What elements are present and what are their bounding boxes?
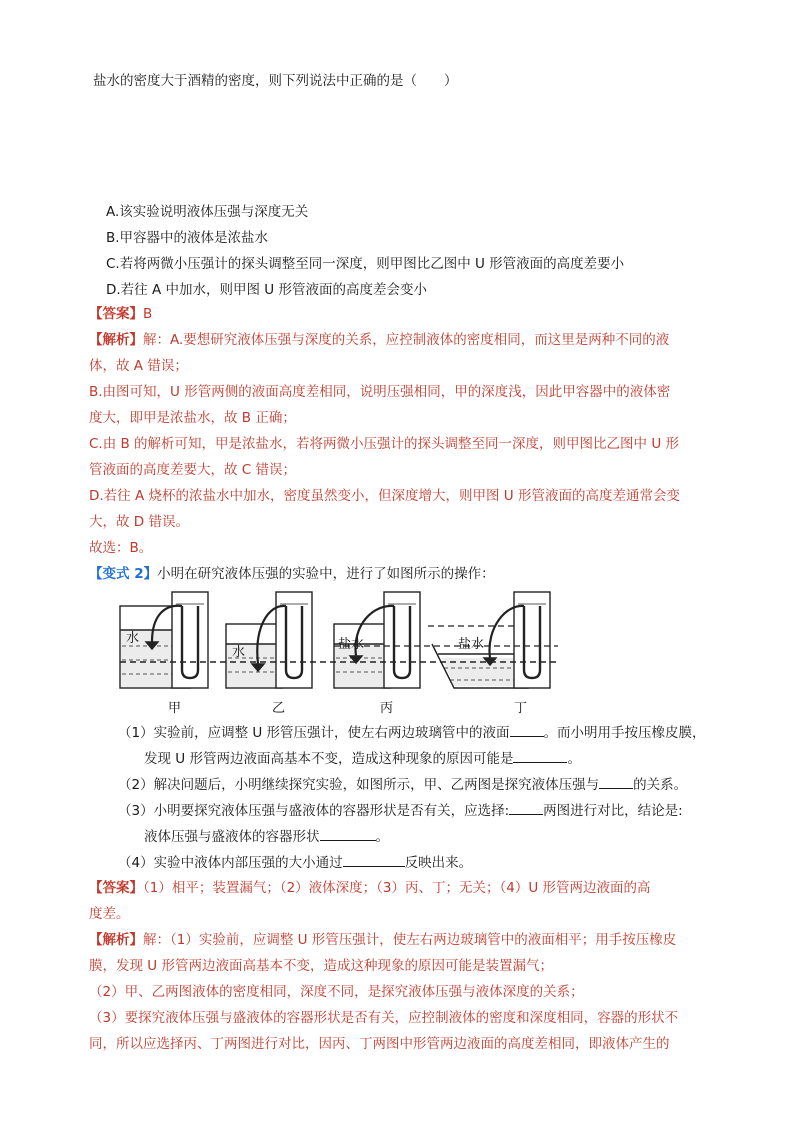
variant-label: 【变式 2】 (89, 566, 158, 582)
q2-text: 的关系。 (633, 777, 688, 793)
q3-text: （3）小明要探究液体压强与盛液体的容器形状是否有关，应选择: (118, 803, 510, 819)
answer-1 (89, 304, 152, 324)
analysis-1-line-9: 故选：B。 (89, 540, 153, 556)
analysis-text: 解：（1）实验前，应调整 U 形管压强计，使左右两边玻璃管中的液面相平；用手按压橡皮 (143, 932, 677, 948)
answer-blank[interactable] (513, 748, 567, 763)
answer-label: 【答案】 (89, 306, 143, 322)
analysis-1-line-8: 大，故 D 错误。 (89, 514, 189, 530)
analysis-2-line-3: （2）甲、乙两图液体的密度相同，深度不同，是探究液体压强与液体深度的关系； (89, 984, 584, 1000)
answer-2-line-2: 度差。 (89, 906, 130, 922)
analysis-text: 解：A.要想研究液体压强与深度的关系，应控制液体的密度相同，而这里是两种不同的液 (143, 332, 670, 348)
experiment-figure (118, 584, 568, 716)
analysis-1-line-7: D.若往 A 烧杯的浓盐水中加水，密度虽然变小，但深度增大，则甲图 U 形管液面的高度差通常会变 (89, 488, 680, 504)
sub-question-2 (118, 774, 687, 795)
q1-text: 发现 U 形管两边液面高基本不变，造成这种现象的原因可能是 (144, 751, 514, 767)
analysis-2-line-4: （3）要探究液体压强与盛液体的容器形状是否有关，应控制液体的密度和深度相同，容器的形状不 (89, 1010, 679, 1026)
q4-text: 反映出来。 (404, 855, 473, 871)
q1-text: 。 (567, 751, 581, 767)
sub-question-1-cont (144, 748, 581, 769)
liquid-label-jia: 水 (126, 631, 140, 646)
analysis-2-line-5: 同，所以应选择丙、丁两图进行对比，因丙、丁两图中形管两边液面的高度差相同，即液体产生的 (89, 1036, 670, 1052)
answer-blank[interactable] (343, 852, 405, 867)
question-intro: 盐水的密度大于酒精的密度，则下列说法中正确的是（ ） (93, 73, 458, 89)
analysis-1-line-4: 度大，即甲是浓盐水，故 B 正确； (89, 410, 296, 426)
analysis-label: 【解析】 (89, 332, 143, 348)
q4-text: （4）实验中液体内部压强的大小通过 (118, 855, 343, 871)
answer-blank[interactable] (320, 826, 376, 841)
q3-text: 液体压强与盛液体的容器形状 (144, 829, 320, 845)
q2-text: （2）解决问题后，小明继续探究实验，如图所示，甲、乙两图是探究液体压强与 (118, 777, 600, 793)
answer-blank[interactable] (509, 800, 543, 815)
analysis-1-line-3: B.由图可知，U 形管两侧的液面高度差相同，说明压强相同，甲的深度浅，因此甲容器中的液体密 (89, 384, 671, 400)
q3-text: 两图进行对比，结论是: (543, 803, 683, 819)
liquid-label-yi: 水 (232, 645, 246, 660)
variant-heading (89, 564, 495, 584)
answer-blank[interactable] (510, 722, 544, 737)
analysis-label: 【解析】 (89, 932, 143, 948)
analysis-1-line-5: C.由 B 的解析可知，甲是浓盐水，若将两微小压强计的探头调整至同一深度，则甲图比乙图中 U 形 (89, 436, 680, 452)
sub-question-3-cont (144, 826, 389, 847)
option-a: A.该实验说明液体压强与深度无关 (106, 204, 309, 220)
sub-question-4 (118, 852, 472, 873)
caption-jia: 甲 (168, 701, 182, 716)
option-d: D.若往 A 中加水，则甲图 U 形管液面的高度差会变小 (106, 282, 427, 298)
answer-text: （1）相平；装置漏气；（2）液体深度；（3）丙、丁；无关；（4）U 形管两边液面的高 (143, 880, 651, 896)
q1-text: （1）实验前，应调整 U 形管压强计，使左右两边玻璃管中的液面 (118, 725, 510, 741)
analysis-2-line-1 (89, 930, 676, 950)
analysis-1-line-2: 体，故 A 错误； (89, 358, 188, 374)
answer-label: 【答案】 (89, 880, 143, 896)
answer-2-line-1 (89, 878, 651, 898)
option-c: C.若将两微小压强计的探头调整至同一深度，则甲图比乙图中 U 形管液面的高度差要小 (106, 256, 625, 272)
liquid-label-ding: 盐水 (458, 637, 485, 652)
variant-text: 小明在研究液体压强的实验中，进行了如图所示的操作： (157, 566, 495, 582)
caption-yi: 乙 (272, 701, 286, 716)
sub-question-1 (118, 722, 706, 743)
liquid-label-bing: 盐水 (338, 637, 365, 652)
q1-text: 。而小明用手按压橡皮膜， (543, 725, 706, 741)
option-b: B.甲容器中的液体是浓盐水 (106, 230, 269, 246)
answer-blank[interactable] (599, 774, 633, 789)
analysis-1-line-6: 管液面的高度差要大，故 C 错误； (89, 462, 297, 478)
q3-text: 。 (375, 829, 389, 845)
sub-question-3 (118, 800, 683, 821)
caption-bing: 丙 (380, 701, 394, 716)
answer-value: B (143, 306, 153, 322)
analysis-1-line-1 (89, 330, 669, 350)
caption-ding: 丁 (514, 701, 528, 716)
analysis-2-line-2: 膜，发现 U 形管两边液面高基本不变，造成这种现象的原因可能是装置漏气； (89, 958, 553, 974)
